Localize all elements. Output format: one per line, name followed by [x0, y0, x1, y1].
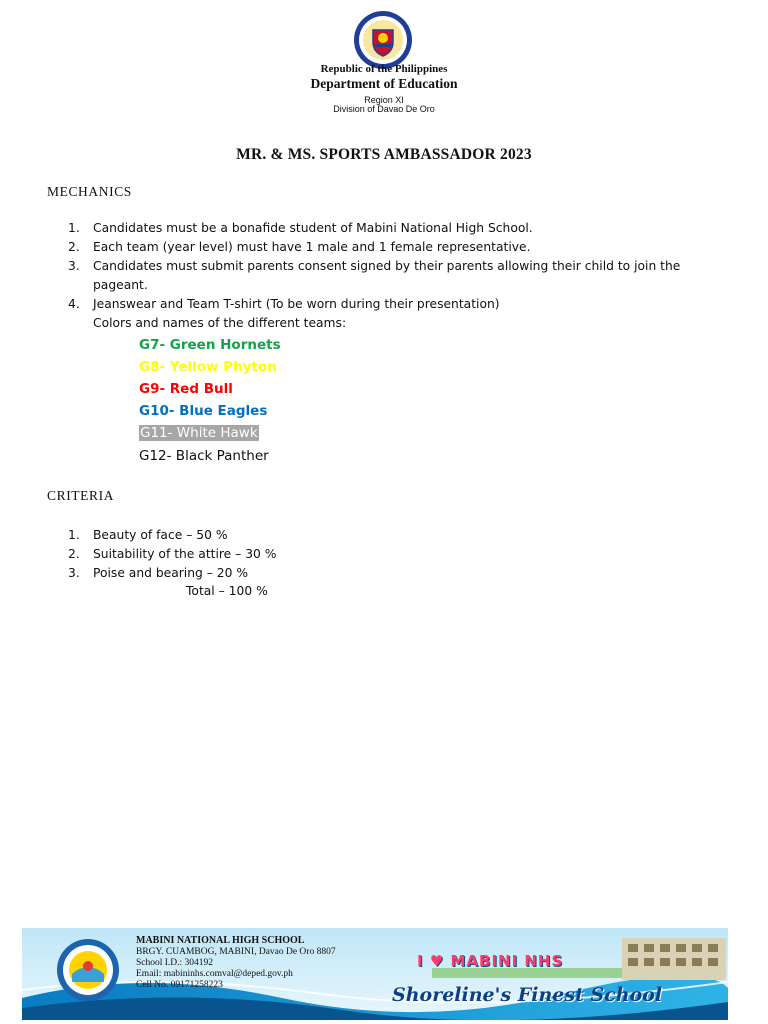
mechanics-item: 3. Candidates must submit parents consent signed by their parents allowing their child to join the pageant.	[68, 259, 681, 292]
team-g7: G7- Green Hornets	[139, 337, 281, 353]
footer-email: Email: mabininhs.comval@deped.gov.ph	[136, 969, 293, 979]
criteria-item: 2. Suitability of the attire – 30 %	[68, 547, 277, 561]
criteria-item: 3. Poise and bearing – 20 %	[68, 566, 249, 580]
department-text: Department of Education	[310, 76, 458, 91]
criteria-item: 1. Beauty of face – 50 %	[68, 528, 228, 542]
team-g8: G8- Yellow Phyton	[139, 359, 277, 375]
school-tagline: Shoreline's Finest School	[392, 984, 663, 1006]
division-text: Division of Davao De Oro	[333, 104, 435, 114]
colors-intro: Colors and names of the different teams:	[93, 316, 347, 330]
team-g9: G9- Red Bull	[139, 381, 233, 397]
mechanics-item: 1. Candidates must be a bonafide student of Mabini National High School.	[68, 221, 533, 235]
criteria-list	[68, 526, 276, 583]
footer-cell: Cell No. 09171258223	[136, 980, 223, 990]
mechanics-heading: MECHANICS	[47, 184, 132, 199]
mechanics-item: 4. Jeanswear and Team T-shirt (To be worn during their presentation)	[68, 297, 500, 311]
mechanics-list	[68, 219, 708, 314]
footer-background	[22, 928, 728, 1020]
team-g12: G12- Black Panther	[139, 448, 269, 464]
page-title: MR. & MS. SPORTS AMBASSADOR 2023	[236, 146, 532, 163]
school-logo	[50, 936, 126, 1004]
republic-text: Republic of the Philippines	[320, 63, 448, 75]
footer-address: BRGY. CUAMBOG, MABINI, Davao De Oro 8807	[136, 947, 336, 957]
footer-school-name: MABINI NATIONAL HIGH SCHOOL	[136, 935, 305, 946]
criteria-heading: CRITERIA	[47, 488, 115, 503]
school-footer-banner	[22, 928, 728, 1020]
footer-school-id: School I.D.: 304192	[136, 958, 214, 968]
deped-seal-logo	[345, 10, 421, 70]
mechanics-item: 2. Each team (year level) must have 1 male and 1 female representative.	[68, 240, 531, 254]
region-text: Region XI	[364, 95, 404, 105]
team-g11: G11- White Hawk	[140, 425, 258, 441]
team-g10: G10- Blue Eagles	[139, 403, 268, 419]
criteria-total: Total – 100 %	[186, 584, 268, 598]
mabini-nhs-logo-text: I ♥ MABINI NHS	[417, 952, 564, 970]
